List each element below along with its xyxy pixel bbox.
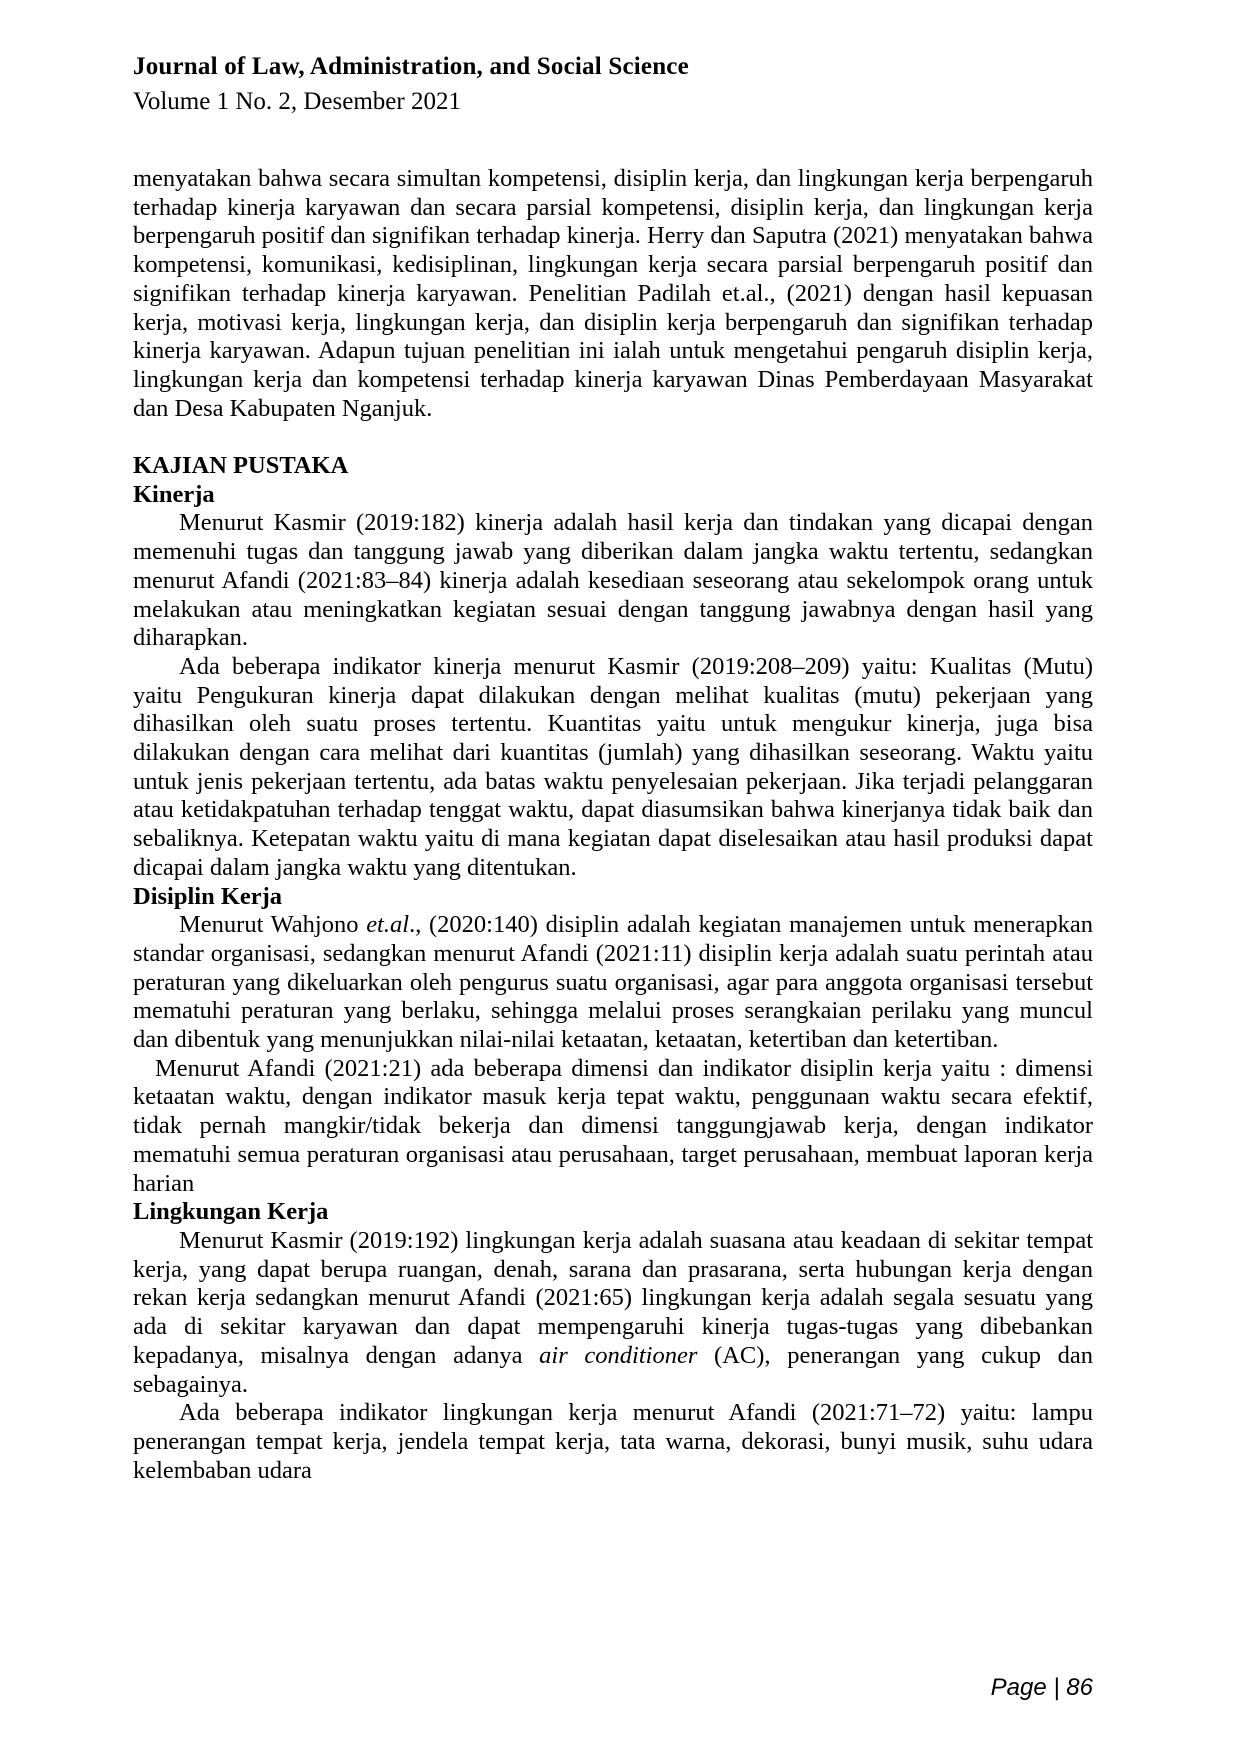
paragraph-lingkungan-definisi [133, 1227, 1093, 1399]
text-run: Menurut Wahjono [179, 911, 367, 939]
subsection-heading-disiplin-kerja: Disiplin Kerja [133, 882, 283, 910]
paragraph-intro: menyatakan bahwa secara simultan kompetensi, disiplin kerja, dan lingkungan kerja berpengaruh terhadap kinerja karyawan dan secara parsial kompetensi, disiplin kerja, dan lingkungan kerja berpengaruh positif dan signifikan terhadap kinerja. Herry dan Saputra (2021) menyatakan bahwa kompetensi, komunikasi, kedisiplinan, lingkungan kerja secara parsial berpengaruh positif dan signifikan terhadap kinerja karyawan. Penelitian Padilah et.al., (2021) dengan hasil kepuasan kerja, motivasi kerja, lingkungan kerja, dan disiplin kerja berpengaruh dan signifikan terhadap kinerja karyawan. Adapun tujuan penelitian ini ialah untuk mengetahui pengaruh disiplin kerja, lingkungan kerja dan kompetensi terhadap kinerja karyawan Dinas Pemberdayaan Masyarakat dan Desa Kabupaten Nganjuk. [133, 165, 1093, 422]
italic-text-run: air conditioner [539, 1341, 698, 1369]
page-header [133, 52, 1093, 117]
paragraph-lingkungan-indikator: Ada beberapa indikator lingkungan kerja menurut Afandi (2021:71–72) yaitu: lampu penerangan tempat kerja, jendela tempat kerja, tata warna, dekorasi, bunyi musik, suhu udara kelembaban udara [133, 1399, 1093, 1484]
paragraph-disiplin-indikator: Menurut Afandi (2021:21) ada beberapa dimensi dan indikator disiplin kerja yaitu : dimensi ketaatan waktu, dengan indikator masuk kerja tepat waktu, penggunaan waktu secara efektif, tidak pernah mangkir/tidak bekerja dan dimensi tanggungjawab kerja, dengan indikator mematuhi semua peraturan organisasi atau perusahaan, target perusahaan, membuat laporan kerja harian [133, 1054, 1093, 1197]
article-body [133, 165, 1093, 1485]
subsection-heading-lingkungan-kerja: Lingkungan Kerja [133, 1198, 329, 1226]
text-run: Menurut Kasmir (2019:192) lingkungan kerja adalah suasana atau keadaan di sekitar tempat kerja, yang dapat berupa ruangan, denah, sarana dan prasarana, serta hubungan kerja dengan rekan kerja sedangkan menurut Afandi (2021:65) lingkungan kerja adalah segala sesuatu yang ada di sekitar karyawan dan dapat mempengaruhi kinerja tugas-tugas yang dibebankan kepadanya, misalnya dengan adanya [133, 1227, 1093, 1369]
page-content [133, 52, 1093, 1485]
text-run: (AC), penerangan yang cukup dan sebagainya. [133, 1341, 1093, 1398]
journal-title: Journal of Law, Administration, and Social Science [133, 53, 689, 80]
text-run: ., (2020:140) disiplin adalah kegiatan manajemen untuk menerapkan standar organisasi, sedangkan menurut Afandi (2021:11) disiplin kerja adalah suatu perintah atau peraturan yang dikeluarkan oleh pengurus suatu organisasi, agar para anggota organisasi tersebut mematuhi peraturan yang berlaku, sehingga melalui proses serangkaian perilaku yang muncul dan dibentuk yang menunjukkan nilai-nilai ketaatan, ketaatan, ketertiban dan ketertiban. [133, 911, 1093, 1054]
paragraph-disiplin-definisi [133, 911, 1093, 1055]
page-footer [991, 1674, 1093, 1702]
journal-volume-line: Volume 1 No. 2, Desember 2021 [133, 88, 461, 115]
italic-text-run: et.al [366, 911, 410, 939]
paragraph-kinerja-indikator: Ada beberapa indikator kinerja menurut Kasmir (2019:208–209) yaitu: Kualitas (Mutu) yaitu Pengukuran kinerja dapat dilakukan dengan melihat kualitas (mutu) pekerjaan yang dihasilkan oleh suatu proses tertentu. Kuantitas yaitu untuk mengukur kinerja, juga bisa dilakukan dengan cara melihat dari kuantitas (jumlah) yang dihasilkan seseorang. Waktu yaitu untuk jenis pekerjaan tertentu, ada batas waktu penyelesaian pekerjaan. Jika terjadi pelanggaran atau ketidakpatuhan terhadap tenggat waktu, dapat diasumsikan bahwa kinerjanya tidak baik dan sebaliknya. Ketepatan waktu yaitu di mana kegiatan dapat diselesaikan atau hasil produksi dapat dicapai dalam jangka waktu yang ditentukan. [133, 652, 1093, 881]
subsection-heading-kinerja: Kinerja [133, 480, 215, 508]
paragraph-kinerja-definisi: Menurut Kasmir (2019:182) kinerja adalah hasil kerja dan tindakan yang dicapai dengan memenuhi tugas dan tanggung jawab yang diberikan dalam jangka waktu tertentu, sedangkan menurut Afandi (2021:83–84) kinerja adalah kesediaan seseorang atau sekelompok orang untuk melakukan atau meningkatkan kegiatan sesuai dengan tanggung jawabnya dengan hasil yang diharapkan. [133, 509, 1093, 652]
page-number: Page | 86 [990, 1674, 1093, 1701]
section-heading-kajian-pustaka: KAJIAN PUSTAKA [133, 452, 349, 480]
